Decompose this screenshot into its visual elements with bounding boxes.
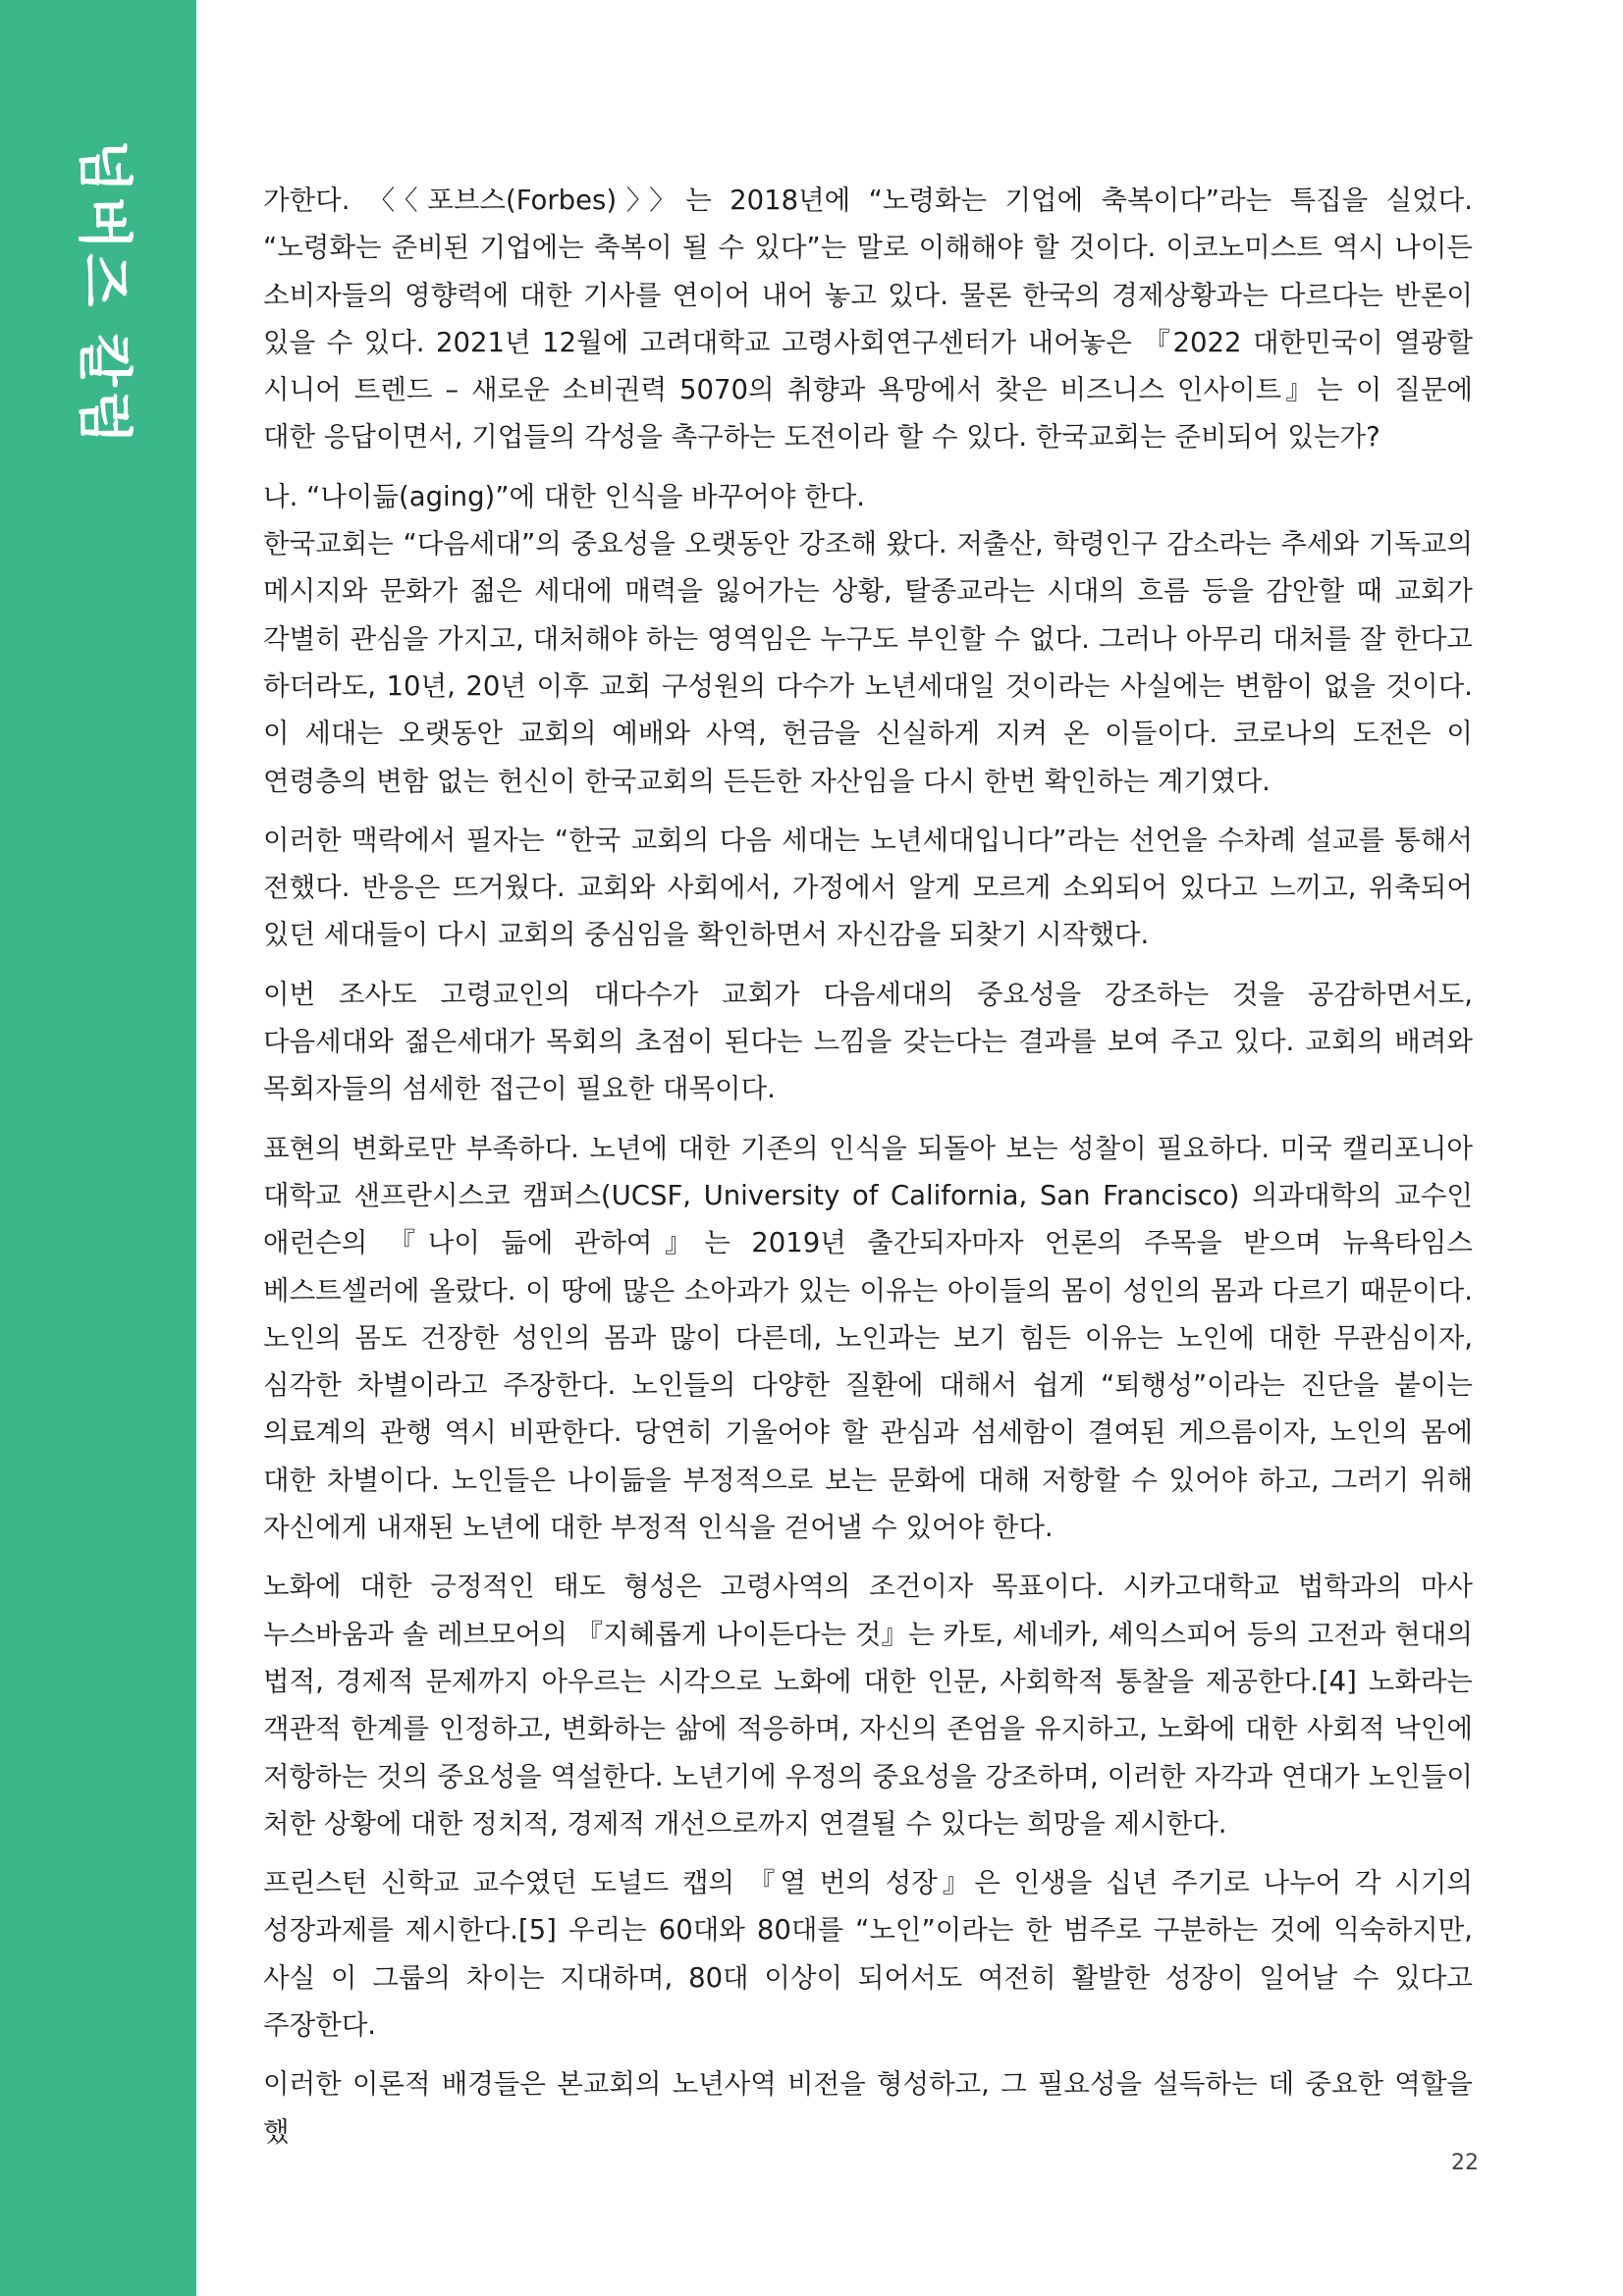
- paragraph-4: 이번 조사도 고령교인의 대다수가 교회가 다음세대의 중요성을 강조하는 것을 공감하면서도, 다음세대와 젊은세대가 목회의 초점이 된다는 느낌을 갖는다는 결과를 보여 주고 있다. 교회의 배려와 목회자들의 섬세한 접근이 필요한 대목이다.: [263, 978, 1473, 1105]
- subheading-aging: 나. “나이듦(aging)”에 대한 인식을 바꾸어야 한다.: [263, 480, 866, 512]
- section-title-text: 넘버즈 칼럼: [72, 139, 135, 448]
- article-body: [263, 177, 1473, 2167]
- paragraph-8: 이러한 이론적 배경들은 본교회의 노년사역 비전을 형성하고, 그 필요성을 설득하는 데 중요한 역할을 했: [263, 2068, 1473, 2148]
- paragraph-3: 이러한 맥락에서 필자는 “한국 교회의 다음 세대는 노년세대입니다”라는 선언을 수차례 설교를 통해서 전했다. 반응은 뜨거웠다. 교회와 사회에서, 가정에서 알게 모르게 소외되어 있다고 느끼고, 위축되어 있던 세대들이 다시 교회의 중심임을 확인하면서 자신감을 되찾기 시작했다.: [263, 824, 1473, 951]
- paragraph-7: 프린스턴 신학교 교수였던 도널드 캡의 『열 번의 성장』은 인생을 십년 주기로 나누어 각 시기의 성장과제를 제시한다.[5] 우리는 60대와 80대를 “노인”이라는 한 범주로 구분하는 것에 익숙하지만, 사실 이 그룹의 차이는 지대하며, 80대 이상이 되어서도 여전히 활발한 성장이 일어날 수 있다고 주장한다.: [263, 1867, 1473, 2041]
- section-title: [29, 139, 177, 448]
- paragraph-2: 한국교회는 “다음세대”의 중요성을 오랫동안 강조해 왔다. 저출산, 학령인구 감소라는 추세와 기독교의 메시지와 문화가 젊은 세대에 매력을 잃어가는 상황, 탈종교라는 시대의 흐름 등을 감안할 때 교회가 각별히 관심을 가지고, 대처해야 하는 영역임은 누구도 부인할 수 없다. 그러나 아무리 대처를 잘 한다고 하더라도, 10년, 20년 이후 교회 구성원의 다수가 노년세대일 것이라는 사실에는 변함이 없을 것이다. 이 세대는 오랫동안 교회의 예배와 사역, 헌금을 신실하게 지켜 온 이들이다. 코로나의 도전은 이 연령층의 변함 없는 헌신이 한국교회의 든든한 자산임을 다시 한번 확인하는 계기였다.: [263, 528, 1473, 797]
- paragraph-5: 표현의 변화로만 부족하다. 노년에 대한 기존의 인식을 되돌아 보는 성찰이 필요하다. 미국 캘리포니아 대학교 샌프란시스코 캠퍼스(UCSF, University of California, San Francisco) 의과대학의 교수인 애런슨의 『나이 듦에 관하여』는 2019년 출간되자마자 언론의 주목을 받으며 뉴욕타임스 베스트셀러에 올랐다. 이 땅에 많은 소아과가 있는 이유는 아이들의 몸이 성인의 몸과 다르기 때문이다. 노인의 몸도 건장한 성인의 몸과 많이 다른데, 노인과는 보기 힘든 이유는 노인에 대한 무관심이자, 심각한 차별이라고 주장한다. 노인들의 다양한 질환에 대해서 쉽게 “퇴행성”이라는 진단을 붙이는 의료계의 관행 역시 비판한다. 당연히 기울어야 할 관심과 섬세함이 결여된 게으름이자, 노인의 몸에 대한 차별이다. 노인들은 나이듦을 부정적으로 보는 문화에 대해 저항할 수 있어야 하고, 그러기 위해 자신에게 내재된 노년에 대한 부정적 인식을 걷어낼 수 있어야 한다.: [263, 1132, 1473, 1544]
- page-number: 22: [1451, 2151, 1479, 2175]
- paragraph-6: 노화에 대한 긍정적인 태도 형성은 고령사역의 조건이자 목표이다. 시카고대학교 법학과의 마사 누스바움과 솔 레브모어의 『지혜롭게 나이든다는 것』는 카토, 세네카, 셰익스피어 등의 고전과 현대의 법적, 경제적 문제까지 아우르는 시각으로 노화에 대한 인문, 사회학적 통찰을 제공한다.[4] 노화라는 객관적 한계를 인정하고, 변화하는 삶에 적응하며, 자신의 존엄을 유지하고, 노화에 대한 사회적 낙인에 저항하는 것의 중요성을 역설한다. 노년기에 우정의 중요성을 강조하며, 이러한 자각과 연대가 노인들이 처한 상황에 대한 정치적, 경제적 개선으로까지 연결될 수 있다는 희망을 제시한다.: [263, 1571, 1473, 1840]
- paragraph-1: 가한다. 〈〈포브스(Forbes)〉〉는 2018년에 “노령화는 기업에 축복이다”라는 특집을 실었다. “노령화는 준비된 기업에는 축복이 될 수 있다”는 말로 이해해야 할 것이다. 이코노미스트 역시 나이든 소비자들의 영향력에 대한 기사를 연이어 내어 놓고 있다. 물론 한국의 경제상황과는 다르다는 반론이 있을 수 있다. 2021년 12월에 고려대학교 고령사회연구센터가 내어놓은 『2022 대한민국이 열광할 시니어 트렌드 – 새로운 소비권력 5070의 취향과 욕망에서 찾은 비즈니스 인사이트』는 이 질문에 대한 응답이면서, 기업들의 각성을 촉구하는 도전이라 할 수 있다. 한국교회는 준비되어 있는가?: [263, 185, 1473, 454]
